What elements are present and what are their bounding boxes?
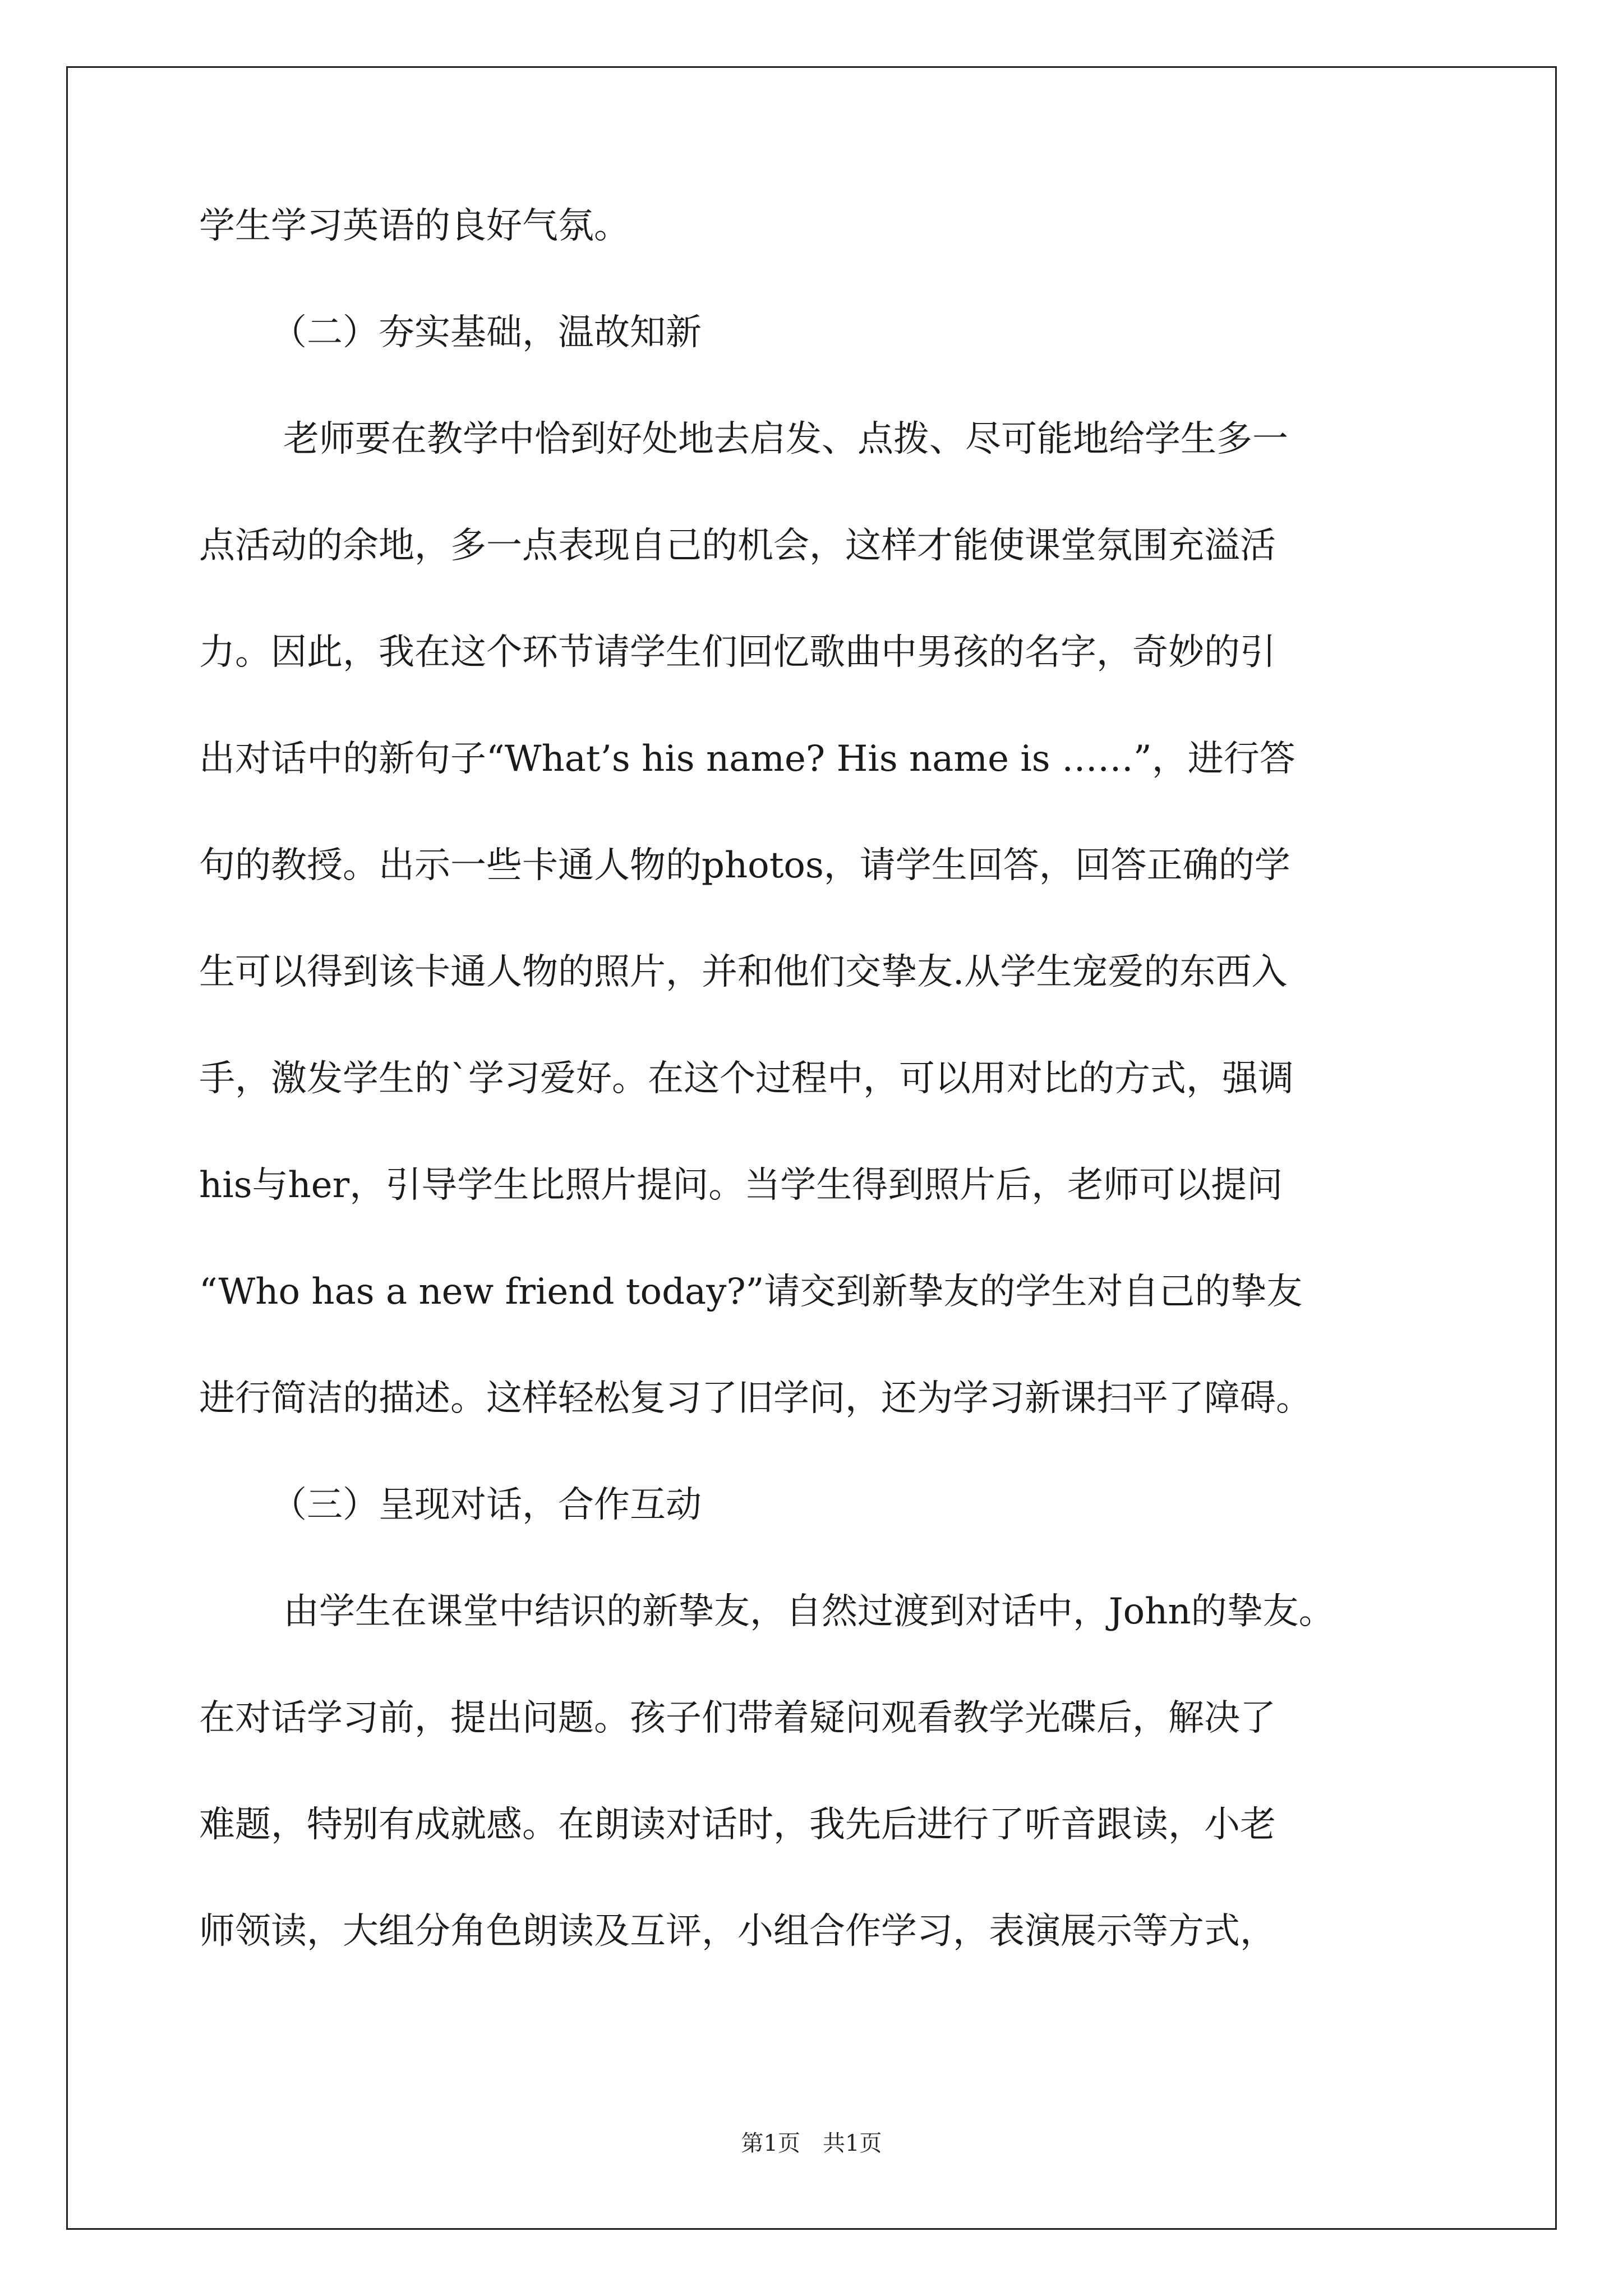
text-line: 难题，特别有成就感。在朗读对话时，我先后进行了听音跟读，小老 (199, 1804, 1276, 1846)
text-line: 学生学习英语的良好气氛。 (199, 205, 630, 247)
text-line: his与her，引导学生比照片提问。当学生得到照片后，老师可以提问 (199, 1165, 1283, 1206)
text-line: 生可以得到该卡通人物的照片，并和他们交挚友.从学生宠爱的东西入 (199, 951, 1288, 993)
text-line: 句的教授。出示一些卡通人物的photos，请学生回答，回答正确的学 (199, 845, 1290, 886)
text-line: 手，激发学生的`学习爱好。在这个过程中，可以用对比的方式，强调 (199, 1058, 1294, 1099)
text-line: 力。因此，我在这个环节请学生们回忆歌曲中男孩的名字，奇妙的引 (199, 632, 1276, 673)
section-heading: （三）呈现对话，合作互动 (271, 1484, 702, 1526)
page-border (66, 66, 1557, 2230)
text-line: 点活动的余地，多一点表现自己的机会，这样才能使课堂氛围充溢活 (199, 525, 1276, 567)
section-heading: （二）夯实基础，温故知新 (271, 312, 702, 353)
text-line: 由学生在课堂中结识的新挚友，自然过渡到对话中，John的挚友。 (283, 1591, 1335, 1632)
text-line: 师领读，大组分角色朗读及互评，小组合作学习，表演展示等方式， (199, 1911, 1276, 1952)
text-line: 出对话中的新句子“What’s his name? His name is ……”，进行答 (199, 738, 1295, 780)
page-footer: 第1页 共1页 (741, 2131, 882, 2156)
text-line: 进行简洁的描述。这样轻松复习了旧学问，还为学习新课扫平了障碍。 (199, 1378, 1312, 1419)
text-line: 老师要在教学中恰到好处地去启发、点拨、尽可能地给学生多一 (283, 418, 1288, 460)
text-line: “Who has a new friend today?”请交到新挚友的学生对自己的挚友 (199, 1271, 1303, 1313)
text-line: 在对话学习前，提出问题。孩子们带着疑问观看教学光碟后，解决了 (199, 1697, 1276, 1739)
